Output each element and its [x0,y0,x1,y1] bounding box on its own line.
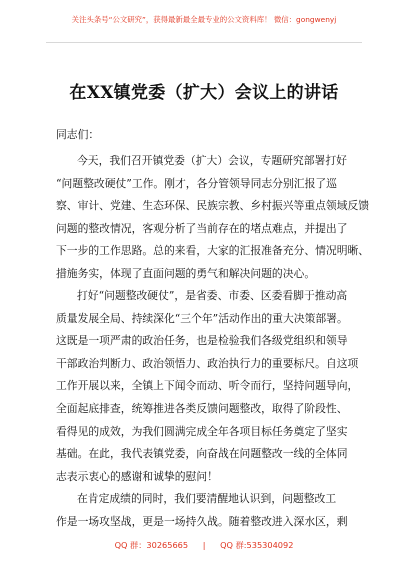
paragraph-1 [56,150,370,285]
footer-contact [0,540,408,551]
paragraph-3 [56,488,356,533]
qq-group-1: QQ 群：30265665 [114,540,189,550]
text-line: 今天，我们召开镇党委（扩大）会议，专题研究部署打好 [77,154,347,167]
document-body [56,150,370,533]
document-title: 在XX镇党委（扩大）会议上的讲话 [69,83,339,103]
text-line: 基础。在此，我代表镇党委，向奋战在问题整改一线的全体同 [56,447,348,461]
header-divider [46,42,362,43]
text-line: 作是一场攻坚战，更是一场持久战。随着整改进入深水区，剩 [56,514,348,528]
salutation: 同志们： [56,128,100,141]
header-notice: 关注头条号“公文研究”，获得最新最全最专业的公文资料库！ 微信：gongwenyj [71,15,337,24]
paragraph-2 [56,285,359,488]
text-line: 这既是一项严肃的政治任务，也是检验我们各级党组织和领导 [56,334,348,348]
text-line: 打好“问题整改硬仗”，是省委、市委、区委看脚于推动高 [77,289,348,303]
text-line: 志表示衷心的感谢和诚挚的慰问！ [56,469,218,483]
text-line: 质量发展全局、持续深化“三个年”活动作出的重大决策部署。 [56,311,348,325]
text-line: 工作开展以来，全镇上下闻令而动、听令而行，坚持问题导向， [56,379,359,393]
text-line: 下一步的工作思路。总的来看，大家的汇报准备充分、情况明晰、 [56,244,370,258]
text-line: 察、审计、党建、生态环保、民族宗教、乡村振兴等重点领域反馈 [56,199,370,213]
text-line: 在肯定成绩的同时，我们要清醒地认识到，问题整改工 [77,492,337,506]
text-line: 措施务实，体现了直面问题的勇气和解决问题的决心。 [56,266,316,280]
text-line: 问题的整改情况，客观分析了当前存在的堵点难点，并提出了 [56,221,348,235]
footer-separator: | [202,540,206,550]
qq-group-2: QQ 群:535304092 [220,540,294,550]
text-line: 全面起底排查，统筹推进各类反馈问题整改，取得了阶段性、 [56,402,348,416]
text-line: 看得见的成效，为我们圆满完成全年各项目标任务奠定了坚实 [56,424,348,438]
text-line: 干部政治判断力、政治领悟力、政治执行力的重要标尺。自这项 [56,356,359,370]
text-line: “问题整改硬仗”工作。刚才，各分管领导同志分别汇报了巡 [56,176,337,190]
